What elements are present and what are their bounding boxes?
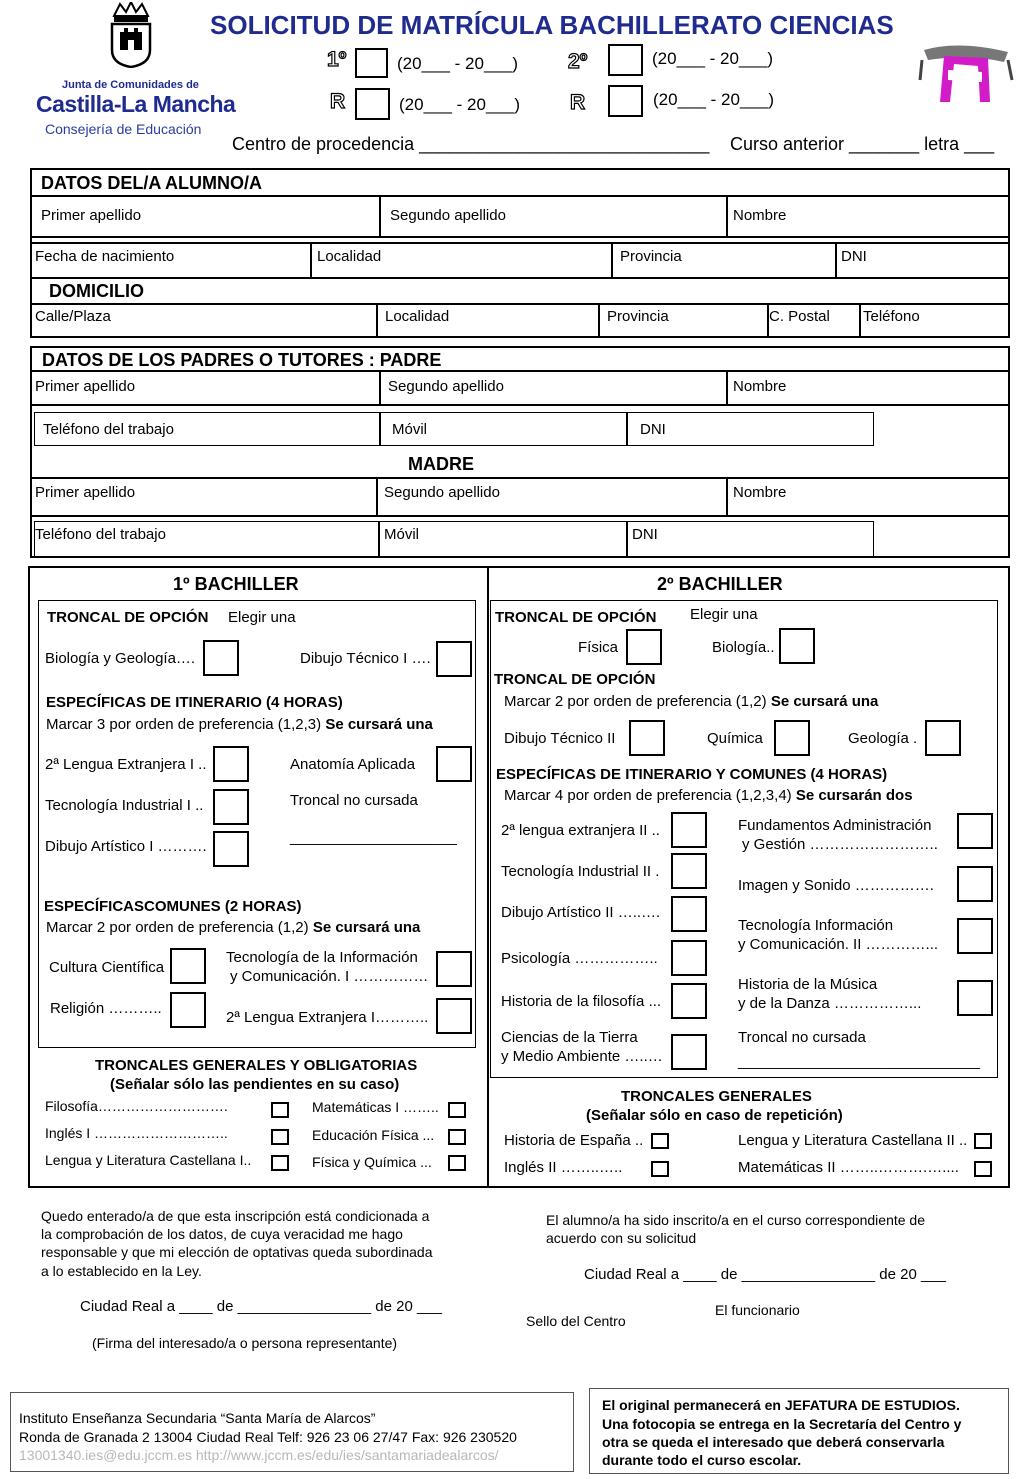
instituto-direccion: Ronda de Granada 2 13004 Ciudad Real Telf: 926 23 06 27/47 Fax: 926 230520 xyxy=(19,1429,517,1445)
padre-dni[interactable]: DNI xyxy=(640,421,666,438)
padre-tel-trabajo[interactable]: Teléfono del trabajo xyxy=(43,421,174,438)
declaracion-line-4: a lo establecido en la Ley. xyxy=(41,1263,202,1279)
primero-lengua-literatura-label: Lengua y Literatura Castellana I.. xyxy=(45,1152,252,1168)
declaracion-line-2: la comprobación de los datos, de cuya veracidad me hago xyxy=(41,1226,403,1242)
segundo-historia-filosofia-checkbox[interactable] xyxy=(671,983,707,1019)
padre-segundo-apellido[interactable]: Segundo apellido xyxy=(388,378,504,395)
primero-educacion-fisica-checkbox[interactable] xyxy=(448,1129,466,1145)
primero-troncal-no-label: Troncal no cursada xyxy=(290,792,418,809)
primero-troncal-title: TRONCAL DE OPCIÓN xyxy=(47,609,209,626)
segundo-title: 2º BACHILLER xyxy=(657,574,783,594)
segundo-geologia-checkbox[interactable] xyxy=(925,720,961,756)
primero-dibujo-artistico-checkbox[interactable] xyxy=(213,831,249,867)
segundo-troncal2-title: TRONCAL DE OPCIÓN xyxy=(494,671,656,688)
primero-generales-title: TRONCALES GENERALES Y OBLIGATORIAS xyxy=(95,1057,418,1074)
segundo-fisica-label: Física xyxy=(578,639,619,656)
primero-title: 1º BACHILLER xyxy=(173,574,299,594)
repeat-1-year: (20___ - 20___) xyxy=(399,95,520,114)
segundo-ciencias-checkbox[interactable] xyxy=(671,1034,707,1070)
course-1-year: (20___ - 20___) xyxy=(397,54,518,73)
segundo-psicologia-label: Psicología …………….. xyxy=(501,950,658,967)
course-2-checkbox[interactable] xyxy=(608,44,643,76)
segundo-especificas-title: ESPECÍFICAS DE ITINERARIO Y COMUNES (4 HORAS) xyxy=(496,766,888,783)
alumno-section-title: DATOS DEL/A ALUMNO/A xyxy=(41,173,262,193)
segundo-dibujo-artistico-checkbox[interactable] xyxy=(671,896,707,932)
segundo-generales-title: TRONCALES GENERALES xyxy=(621,1088,812,1105)
domicilio-calle[interactable]: Calle/Plaza xyxy=(35,308,111,325)
domicilio-telefono[interactable]: Teléfono xyxy=(863,308,920,325)
domicilio-title: DOMICILIO xyxy=(49,281,144,301)
fecha-centro-field[interactable]: Ciudad Real a ____ de ________________ de 20 ___ xyxy=(584,1266,946,1283)
course-2-year: (20___ - 20___) xyxy=(652,49,773,68)
segundo-historia-musica-label-2: y de la Danza ……………... xyxy=(738,995,922,1012)
primero-lengua2b-checkbox[interactable] xyxy=(436,998,472,1034)
repeat-1-checkbox[interactable] xyxy=(355,88,390,120)
segundo-quimica-label: Química xyxy=(707,730,763,747)
nota-line-3: otra se queda el interesado que deberá conservarla xyxy=(602,1434,945,1450)
domicilio-cpostal[interactable]: C. Postal xyxy=(769,308,830,325)
primero-lengua2b-label: 2ª Lengua Extranjera I……….. xyxy=(226,1009,429,1026)
segundo-ciencias-label-2: y Medio Ambiente …..… xyxy=(501,1048,663,1065)
primero-ingles-checkbox[interactable] xyxy=(271,1129,289,1145)
alumno-provincia[interactable]: Provincia xyxy=(620,248,682,265)
primero-cultura-label: Cultura Científica xyxy=(49,959,165,976)
madre-movil[interactable]: Móvil xyxy=(384,526,420,543)
logo-org-line1: Junta de Comunidades de xyxy=(62,79,199,91)
course-1-checkbox[interactable] xyxy=(355,48,388,78)
repeat-1-label: R xyxy=(330,90,346,113)
primero-ingles-label: Inglés I ……………………….. xyxy=(45,1125,228,1141)
madre-primer-apellido[interactable]: Primer apellido xyxy=(35,484,136,501)
segundo-lengua2-label: 2ª lengua extranjera II .. xyxy=(501,822,660,839)
madre-title: MADRE xyxy=(408,454,474,474)
primero-dibujo-tecnico-checkbox[interactable] xyxy=(436,641,472,677)
padre-nombre[interactable]: Nombre xyxy=(733,378,787,395)
course-2-label: 2º xyxy=(568,50,588,73)
madre-dni[interactable]: DNI xyxy=(632,526,658,543)
primero-tecnologia-label: Tecnología Industrial I .. xyxy=(45,797,204,814)
primero-cultura-checkbox[interactable] xyxy=(170,948,206,984)
primero-lengua-literatura-checkbox[interactable] xyxy=(271,1155,289,1171)
segundo-biologia-label: Biología.. xyxy=(712,639,775,656)
segundo-imagen-label: Imagen y Sonido ……………. xyxy=(738,877,934,894)
primero-tic-label-1: Tecnología de la Información xyxy=(226,949,418,966)
segundo-historia-musica-checkbox[interactable] xyxy=(957,980,993,1016)
primero-matematicas-checkbox[interactable] xyxy=(448,1102,466,1118)
segundo-historia-filosofia-label: Historia de la filosofía ... xyxy=(501,993,662,1010)
funcionario-label: El funcionario xyxy=(715,1302,800,1318)
primero-especificas-hint: Marcar 3 por orden de preferencia (1,2,3) Se cursará una xyxy=(46,716,433,733)
primero-lengua2-label: 2ª Lengua Extranjera I .. xyxy=(45,756,207,773)
primero-dibujo-tecnico-label: Dibujo Técnico I …. xyxy=(300,650,431,667)
segundo-matematicas-checkbox[interactable] xyxy=(974,1161,992,1177)
nota-line-4: durante todo el curso escolar. xyxy=(602,1452,802,1468)
curso-anterior-field[interactable]: Curso anterior _______ letra ___ xyxy=(730,134,995,154)
segundo-tic-checkbox[interactable] xyxy=(957,918,993,954)
instituto-contacto[interactable]: 13001340.ies@edu.jccm.es http://www.jccm.es/edu/ies/santamariadealarcos/ xyxy=(19,1447,499,1463)
segundo-dibujo-artistico-label: Dibujo Artístico II …..…. xyxy=(501,904,661,921)
repeat-2-label: R xyxy=(570,91,586,114)
segundo-fundamentos-label-2: y Gestión …………………….. xyxy=(742,836,938,853)
primero-biologia-label: Biología y Geología…. xyxy=(45,650,196,667)
primero-anatomia-checkbox[interactable] xyxy=(436,746,472,782)
primero-tecnologia-checkbox[interactable] xyxy=(213,789,249,825)
segundo-geologia-label: Geología . xyxy=(848,730,918,747)
primero-generales-hint: (Señalar sólo las pendientes en su caso) xyxy=(110,1076,400,1093)
primero-religion-checkbox[interactable] xyxy=(170,992,206,1028)
page-title: SOLICITUD DE MATRÍCULA BACHILLERATO CIENCIAS xyxy=(210,10,894,40)
segundo-biologia-checkbox[interactable] xyxy=(779,628,815,664)
inscrito-line-2: acuerdo con su solicitud xyxy=(546,1230,697,1246)
repeat-2-year: (20___ - 20___) xyxy=(653,90,774,109)
segundo-tecnologia-checkbox[interactable] xyxy=(671,853,707,889)
segundo-lengua2-checkbox[interactable] xyxy=(671,812,707,848)
madre-nombre[interactable]: Nombre xyxy=(733,484,787,501)
primero-tic-checkbox[interactable] xyxy=(436,951,472,987)
segundo-lengua-literatura-label: Lengua y Literatura Castellana II .. xyxy=(738,1132,968,1149)
primero-troncal-no-field[interactable]: ____________________ xyxy=(290,829,457,846)
segundo-troncal-title: TRONCAL DE OPCIÓN xyxy=(495,609,657,626)
centro-procedencia-field[interactable]: Centro de procedencia _____________________________ xyxy=(232,134,710,154)
primero-fisica-quimica-checkbox[interactable] xyxy=(448,1155,466,1171)
instituto-name: Instituto Enseñanza Secundaria “Santa María de Alarcos” xyxy=(19,1410,376,1426)
logo-dept: Consejería de Educación xyxy=(45,121,202,137)
primero-comunes-hint: Marcar 2 por orden de preferencia (1,2) Se cursará una xyxy=(46,919,421,936)
primero-religion-label: Religión ……….. xyxy=(50,1000,162,1017)
padres-section-title: DATOS DE LOS PADRES O TUTORES : PADRE xyxy=(42,350,442,370)
segundo-historia-espana-label: Historia de España .. xyxy=(504,1132,644,1149)
segundo-generales-hint: (Señalar sólo en caso de repetición) xyxy=(586,1107,843,1124)
segundo-fundamentos-label-1: Fundamentos Administración xyxy=(738,817,932,834)
segundo-quimica-checkbox[interactable] xyxy=(774,720,810,756)
segundo-ciencias-label-1: Ciencias de la Tierra xyxy=(501,1029,638,1046)
segundo-tecnologia-label: Tecnología Industrial II . xyxy=(501,863,660,880)
padre-movil[interactable]: Móvil xyxy=(392,421,428,438)
segundo-ingles-checkbox[interactable] xyxy=(651,1161,669,1177)
school-emblem-icon xyxy=(918,40,1014,110)
segundo-tic-label-2: y Comunicación. II …………... xyxy=(738,936,939,953)
primero-filosofia-label: Filosofía………………………. xyxy=(45,1098,228,1114)
alumno-localidad[interactable]: Localidad xyxy=(317,248,382,265)
primero-filosofia-checkbox[interactable] xyxy=(271,1102,289,1118)
alumno-primer-apellido[interactable]: Primer apellido xyxy=(41,207,142,224)
primero-lengua2-checkbox[interactable] xyxy=(213,746,249,782)
padre-primer-apellido[interactable]: Primer apellido xyxy=(35,378,136,395)
primero-matematicas-label: Matemáticas I …….. xyxy=(312,1099,439,1115)
segundo-especificas-hint: Marcar 4 por orden de preferencia (1,2,3,4) Se cursarán dos xyxy=(504,787,913,804)
logo-org-line2: Castilla-La Mancha xyxy=(36,91,236,117)
segundo-troncal-no-label: Troncal no cursada xyxy=(738,1029,866,1046)
primero-anatomia-label: Anatomía Aplicada xyxy=(290,756,416,773)
declaracion-line-1: Quedo enterado/a de que esta inscripción está condicionada a xyxy=(41,1208,430,1224)
nota-line-2: Una fotocopia se entrega en la Secretaría del Centro y xyxy=(602,1416,962,1432)
alumno-fecha-nacimiento[interactable]: Fecha de nacimiento xyxy=(35,248,175,265)
segundo-troncal2-hint: Marcar 2 por orden de preferencia (1,2) Se cursará una xyxy=(504,693,879,710)
coat-of-arms-icon xyxy=(102,2,160,68)
primero-troncal-hint: Elegir una xyxy=(228,609,296,626)
segundo-ingles-label: Inglés II ……..….. xyxy=(504,1159,623,1176)
course-1-label: 1º xyxy=(327,48,347,71)
primero-tic-label-2: y Comunicación. I …………… xyxy=(230,968,429,985)
primero-comunes-title: ESPECÍFICASCOMUNES (2 HORAS) xyxy=(44,898,302,915)
primero-dibujo-artistico-label: Dibujo Artístico I ………. xyxy=(45,838,207,855)
segundo-troncal-hint: Elegir una xyxy=(690,606,758,623)
segundo-matematicas-label: Matemáticas II ……..……….….... xyxy=(738,1159,959,1176)
segundo-dibujo-tecnico-label: Dibujo Técnico II xyxy=(504,730,616,747)
segundo-troncal-no-field[interactable]: _____________________________ xyxy=(738,1053,980,1070)
segundo-tic-label-1: Tecnología Información xyxy=(738,917,894,934)
domicilio-localidad[interactable]: Localidad xyxy=(385,308,450,325)
fecha-interesado-field[interactable]: Ciudad Real a ____ de ________________ de 20 ___ xyxy=(80,1298,442,1315)
firma-interesado-label: (Firma del interesado/a o persona representante) xyxy=(92,1335,398,1351)
segundo-imagen-checkbox[interactable] xyxy=(957,866,993,902)
repeat-2-checkbox[interactable] xyxy=(608,85,643,117)
segundo-fisica-checkbox[interactable] xyxy=(626,629,662,665)
primero-fisica-quimica-label: Física y Química ... xyxy=(312,1154,432,1170)
segundo-historia-musica-label-1: Historia de la Música xyxy=(738,976,878,993)
alumno-nombre[interactable]: Nombre xyxy=(733,207,787,224)
inscrito-line-1: El alumno/a ha sido inscrito/a en el curso correspondiente de xyxy=(546,1212,925,1228)
segundo-psicologia-checkbox[interactable] xyxy=(671,940,707,976)
alumno-dni[interactable]: DNI xyxy=(841,248,867,265)
declaracion-line-3: responsable y que mi elección de optativas queda subordinada xyxy=(41,1244,433,1260)
segundo-dibujo-tecnico-checkbox[interactable] xyxy=(629,720,665,756)
domicilio-provincia[interactable]: Provincia xyxy=(607,308,669,325)
primero-biologia-checkbox[interactable] xyxy=(203,640,239,676)
segundo-fundamentos-checkbox[interactable] xyxy=(957,813,993,849)
sello-label: Sello del Centro xyxy=(526,1313,626,1329)
primero-educacion-fisica-label: Educación Física ... xyxy=(312,1127,435,1143)
primero-especificas-title: ESPECÍFICAS DE ITINERARIO (4 HORAS) xyxy=(46,694,343,711)
madre-tel-trabajo[interactable]: Teléfono del trabajo xyxy=(35,526,166,543)
alumno-segundo-apellido[interactable]: Segundo apellido xyxy=(390,207,506,224)
nota-line-1: El original permanecerá en JEFATURA DE ESTUDIOS. xyxy=(602,1397,960,1413)
madre-segundo-apellido[interactable]: Segundo apellido xyxy=(384,484,500,501)
segundo-historia-espana-checkbox[interactable] xyxy=(651,1133,669,1149)
segundo-lengua-literatura-checkbox[interactable] xyxy=(974,1133,992,1149)
